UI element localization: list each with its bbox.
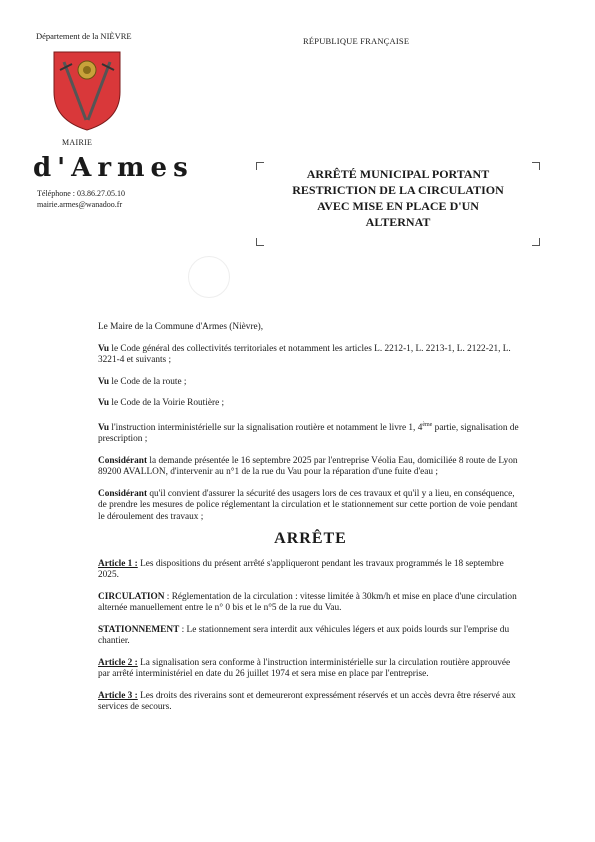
considerant-paragraph	[98, 456, 523, 479]
vu-paragraph	[98, 344, 523, 367]
article-label: Article 1 :	[98, 558, 138, 569]
title-line: AVEC MISE EN PLACE D'UN	[317, 199, 479, 213]
stationnement-paragraph	[98, 625, 523, 648]
republic-label: RÉPUBLIQUE FRANÇAISE	[303, 36, 410, 46]
vu-text: l'instruction interministérielle sur la signalisation routière et notamment le livre 1, 4	[111, 422, 423, 433]
considerant-label: Considérant	[98, 488, 148, 499]
circulation-label: CIRCULATION	[98, 591, 165, 602]
title-line: ALTERNAT	[365, 215, 431, 229]
article-paragraph	[98, 691, 523, 714]
vu-label: Vu	[98, 398, 110, 408]
vu-text: le Code de la Voirie Routière ;	[111, 398, 225, 408]
article-label: Article 2 :	[98, 657, 138, 668]
article-text: Les dispositions du présent arrêté s'appliqueront pendant les travaux programmés le 18 septembre 2025.	[98, 558, 504, 581]
intro-paragraph: Le Maire de la Commune d'Armes (Nièvre),	[98, 322, 264, 332]
document-body	[98, 322, 523, 724]
vu-paragraph	[98, 398, 523, 410]
article-paragraph	[98, 658, 523, 681]
article-text: La signalisation sera conforme à l'instruction interministérielle sur la circulation routière approuvée par arrêté interministériel en date du 26 juillet 1974 et sera mise en place par l'entreprise.	[98, 657, 511, 680]
considerant-paragraph	[98, 489, 523, 524]
vu-text: partie, signalisation de prescription ;	[98, 422, 519, 445]
vu-text: le Code de la route ;	[111, 376, 187, 387]
stationnement-label: STATIONNEMENT	[98, 624, 180, 635]
considerant-text: la demande présentée le 16 septembre 2025 par l'entreprise Véolia Eau, domiciliée 8 route de Lyon 89200 AVALLON, d'intervenir au n°1 de la rue du Vau pour la réparation d'une fuite d'eau ;	[98, 455, 518, 478]
circulation-paragraph	[98, 592, 523, 615]
title-line: RESTRICTION DE LA CIRCULATION	[292, 183, 504, 197]
considerant-text: qu'il convient d'assurer la sécurité des usagers lors de ces travaux et qu'il y a lieu, en conséquence, de prendre les mesures de police réglementant la circulation et le stationnement sur cette portion de voie pendant le déroulement des travaux ;	[98, 488, 518, 522]
title-frame	[262, 162, 534, 246]
email-address: mairie.armes@wanadoo.fr	[37, 200, 123, 209]
arrete-heading: ARRÊTE	[274, 530, 347, 548]
phone-number: Téléphone : 03.86.27.05.10	[37, 189, 125, 198]
commune-name: d'Armes	[33, 153, 194, 183]
department-label: Département de la NIÈVRE	[36, 31, 132, 41]
vu-label: Vu	[98, 376, 110, 387]
article-text: Les droits des riverains sont et demeureront expressément réservés et un accès devra être réservé aux services de secours.	[98, 690, 516, 713]
frame-corner	[532, 238, 540, 246]
superscript: ème	[422, 421, 433, 428]
title-line: ARRÊTÉ MUNICIPAL PORTANT	[306, 167, 490, 181]
vu-paragraph	[98, 420, 523, 446]
faint-stamp	[188, 256, 230, 298]
mairie-label: MAIRIE	[62, 138, 93, 147]
circulation-text: : Réglementation de la circulation : vitesse limitée à 30km/h et mise en place d'une circulation alternée manuellement entre le n° 0 bis et le n°5 de la rue du Vau.	[98, 591, 517, 614]
considerant-label: Considérant	[98, 455, 148, 466]
vu-label: Vu	[98, 422, 110, 433]
article-label: Article 3 :	[98, 690, 138, 701]
document-title	[262, 166, 534, 230]
frame-corner	[256, 238, 264, 246]
vu-paragraph	[98, 377, 523, 389]
vu-label: Vu	[98, 343, 110, 354]
stationnement-text: : Le stationnement sera interdit aux véhicules légers et aux poids lourds sur l'emprise du chantier.	[98, 624, 510, 647]
vu-text: le Code général des collectivités territoriales et notamment les articles L. 2212-1, L. 2213-1, L. 2122-21, L. 3221-4 et suivants ;	[98, 343, 511, 365]
article-paragraph	[98, 559, 523, 582]
coat-of-arms-icon	[50, 48, 124, 132]
